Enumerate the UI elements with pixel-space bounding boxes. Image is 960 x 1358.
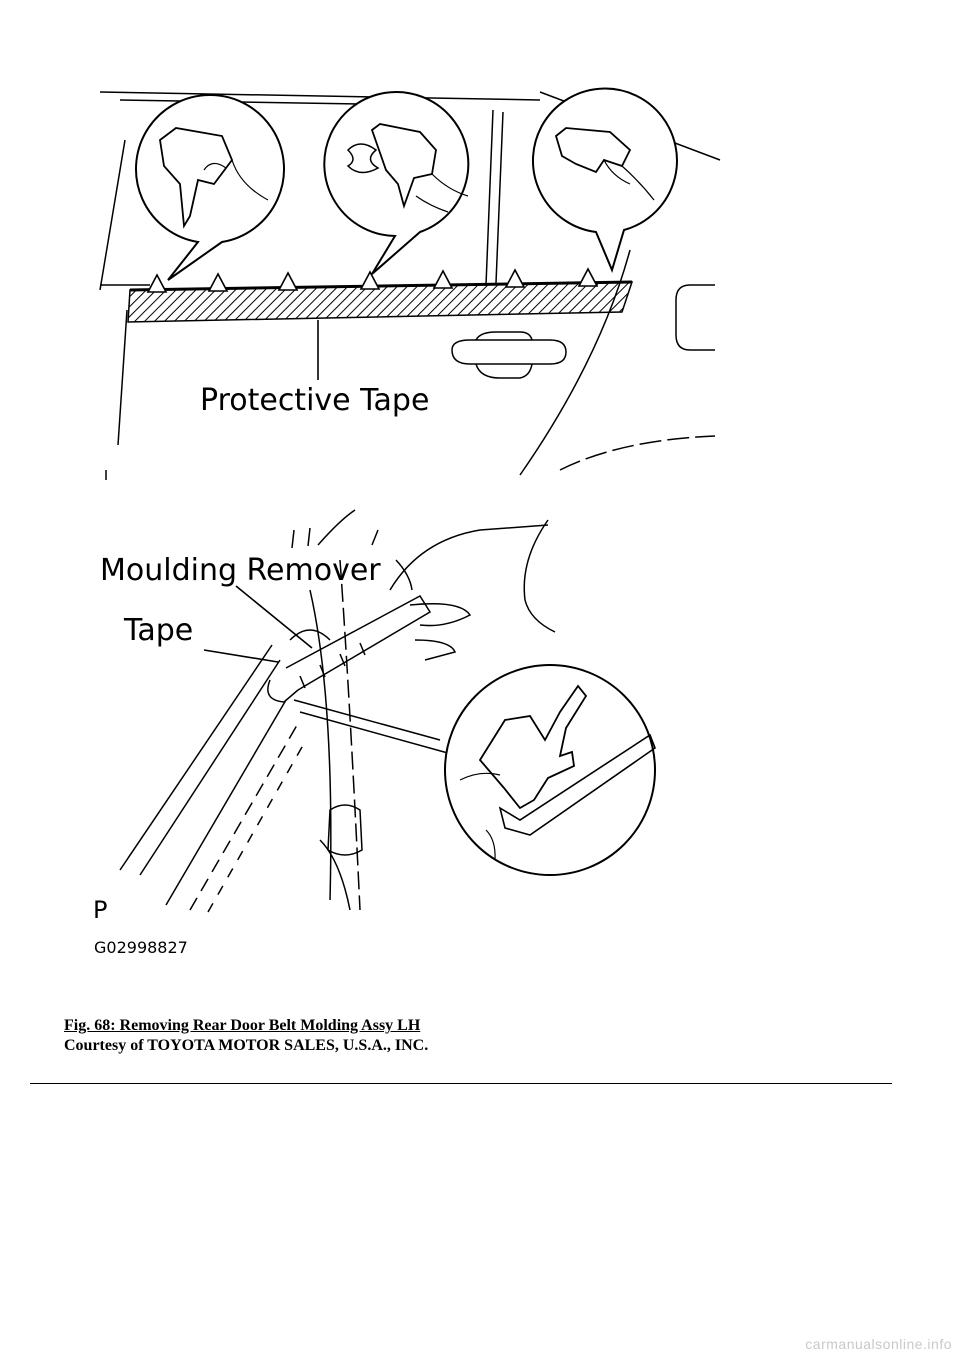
detail-bubble-right	[533, 89, 677, 270]
p-marker: P	[93, 896, 108, 924]
belt-molding	[128, 282, 632, 322]
moulding-remover-label: Moulding Remover	[100, 553, 381, 588]
figure-illustration	[80, 78, 730, 978]
detail-bubble-left	[136, 95, 284, 280]
figure-courtesy: Courtesy of TOYOTA MOTOR SALES, U.S.A., INC.	[64, 1037, 429, 1054]
detail-bubble-middle	[324, 92, 468, 274]
horizontal-rule	[30, 1083, 892, 1084]
detail-bubble-removal	[445, 665, 655, 875]
moulding-remover-leader	[236, 586, 312, 648]
figure-caption-link[interactable]: Fig. 68: Removing Rear Door Belt Molding Assy LH	[64, 1017, 421, 1034]
tape-label: Tape	[124, 613, 194, 648]
protective-tape-label: Protective Tape	[200, 383, 430, 418]
figure-code: G02998827	[94, 938, 188, 957]
watermark: carmanualsonline.info	[805, 1336, 952, 1352]
door-handle	[452, 332, 566, 378]
